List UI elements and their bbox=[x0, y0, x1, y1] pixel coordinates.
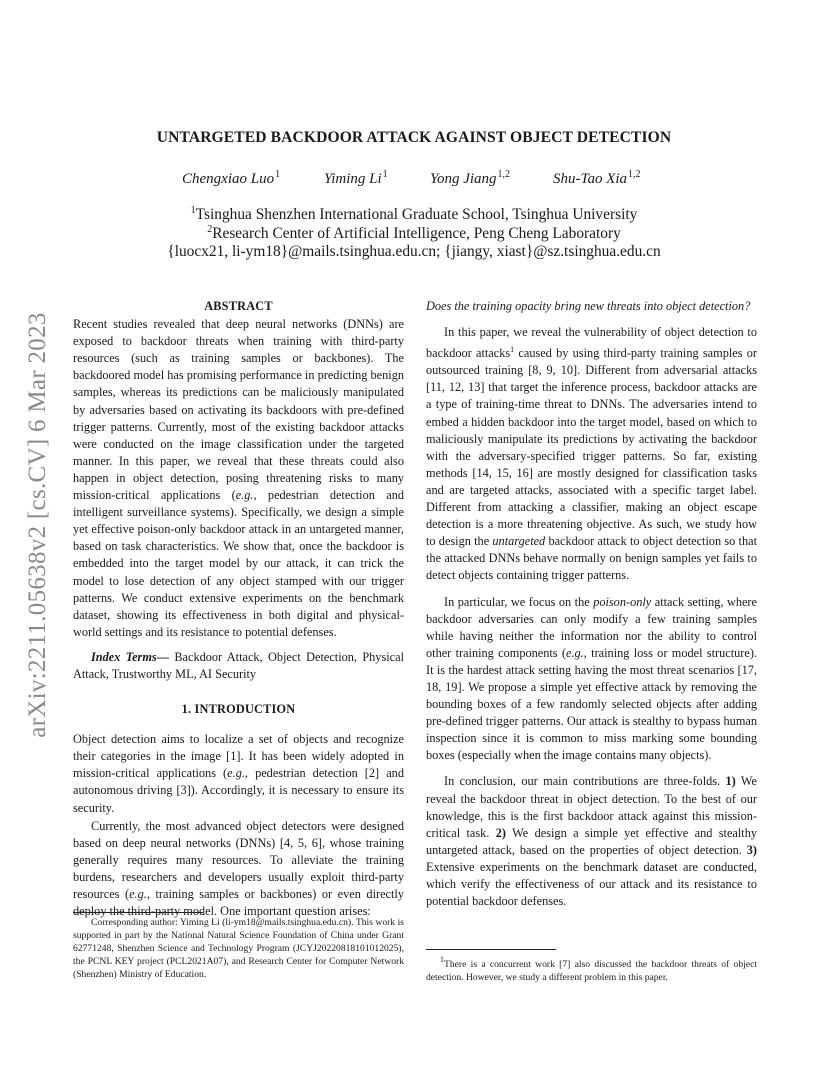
index-terms-text: Backdoor Attack, Object Detection, Physical Attack, Trustworthy ML, AI Security bbox=[73, 649, 404, 681]
footnote-marker: 1 bbox=[440, 955, 444, 964]
footnote-rule-right bbox=[426, 949, 556, 950]
author-1 bbox=[182, 169, 280, 188]
affiliation-sup: 2 bbox=[207, 224, 213, 235]
intro-text: , training loss or model structure). It is the hardest attack setting having the most threat scenarios [17, 18, 19]. We propose a simple yet effective attack by removing the bounding boxes of a few randomly selected objects after adding pre-defined trigger patterns. Our attack is stealthy to bypass human inspection since it is common to miss marking some bounding boxes (especially when the image contains many objects). bbox=[426, 645, 757, 763]
author-sup: 1,2 bbox=[628, 169, 641, 180]
intro-text: backdoor attack to object detection so that the attacked DNNs behave normally on benign samples yet fails to detect objects containing trigger patterns. bbox=[426, 534, 757, 583]
intro-eg: e.g. bbox=[129, 887, 147, 901]
author-name: Yiming Li bbox=[324, 171, 382, 187]
abstract-text: Recent studies revealed that deep neural networks (DNNs) are exposed to backdoor threats when training with third-party resources (such as training samples or backbones). The backdoored model has promising performance in predicting benign samples, whereas its predictions can be maliciously manipulated by adversaries based on activating its backdoors with pre-defined trigger patterns. Currently, most of the existing backdoor attacks were conducted on the image classification under the targeted manner. In this paper, we reveal that these threats could also happen in object detection, posing threatening risks to many mission-critical applications ( bbox=[73, 317, 404, 503]
author-emails bbox=[80, 243, 748, 261]
author-name: Yong Jiang bbox=[430, 171, 497, 187]
abstract-text: , pedestrian detection and intelligent surveillance systems). Specifically, we design a simple yet effective poison-only backdoor attack in an untargeted manner, based on task characteristics. We show that, once the backdoor is embedded into the target model by our attack, it can trick the model to lose detection of any object stamped with our trigger patterns. We conduct extensive experiments on the benchmark dataset, showing its effectiveness in both digital and physical-world settings and its resistance to potential defenses. bbox=[73, 488, 404, 639]
left-column bbox=[73, 298, 404, 920]
footnote-text: Corresponding author: Yiming Li (li-ym18@mails.tsinghua.edu.cn). This work is supported in part by the National Natural Science Foundation of China under Grant 62771248, Shenzhen Science and Technology Program (JCYJ20220818101012025), the PCNL KEY project (PCL2021A07), and Research Center for Computer Network (Shenzhen) Ministry of Education. bbox=[73, 917, 404, 980]
intro-text: , pedestrian detection [2] and autonomous driving [3]). Accordingly, it is necessary to ensure its security. bbox=[73, 766, 404, 815]
intro-text: , training samples or backbones) or even directly deploy the third-party model. One important question arises: bbox=[73, 887, 404, 919]
intro-eg: e.g. bbox=[227, 766, 245, 781]
arxiv-stamp bbox=[22, 290, 54, 760]
intro-paragraph-4 bbox=[426, 594, 757, 765]
abstract-heading: ABSTRACT bbox=[204, 299, 273, 313]
intro-eg: e.g. bbox=[566, 645, 584, 660]
intro-text: In particular, we focus on the bbox=[444, 594, 594, 609]
contribution-number: 3) bbox=[746, 842, 757, 857]
intro-paragraph-2 bbox=[73, 818, 404, 921]
author-3 bbox=[430, 169, 510, 188]
intro-text: We design a simple yet effective and stealthy untargeted attack, based on the properties of object detection. bbox=[426, 825, 757, 857]
author-sup: 1 bbox=[275, 169, 281, 180]
intro-paragraph-5 bbox=[426, 773, 757, 910]
abstract-eg: e.g. bbox=[235, 488, 254, 503]
intro-paragraph-1 bbox=[73, 731, 404, 816]
intro-text: In this paper, we reveal the vulnerability of object detection to backdoor attacks bbox=[426, 325, 757, 361]
intro-text: Object detection aims to localize a set of objects and recognize their categories in the image [1]. It has been widely adopted in mission-critical applications ( bbox=[73, 732, 404, 781]
intro-text: In conclusion, our main contributions are three-folds. bbox=[444, 774, 726, 789]
intro-text: We reveal the backdoor threat in object detection. To the best of our knowledge, this is the first backdoor attack against this mission-critical task. bbox=[426, 774, 757, 840]
right-column bbox=[426, 298, 757, 918]
affiliation-2 bbox=[80, 224, 748, 243]
footnote-text: There is a concurrent work [7] also discussed the backdoor threats of object detection. However, we study a different problem in this paper. bbox=[426, 959, 757, 983]
affiliation-sup: 1 bbox=[190, 205, 196, 216]
affiliation-text: Tsinghua Shenzhen International Graduate School, Tsinghua University bbox=[195, 206, 638, 223]
abstract-body bbox=[73, 316, 404, 641]
intro-question-text: Does the training opacity bring new threats into object detection? bbox=[426, 299, 751, 313]
intro-text: Extensive experiments on the benchmark dataset are conducted, which verify the effectiveness of our attack and its resistance to potential backdoor defenses. bbox=[426, 859, 757, 909]
index-terms-label: Index Terms— bbox=[91, 649, 169, 664]
author-4 bbox=[553, 169, 641, 188]
paper-title: UNTARGETED BACKDOOR ATTACK AGAINST OBJECT DETECTION bbox=[156, 129, 672, 146]
footnote-corresponding bbox=[73, 916, 404, 981]
email-text: {luocx21, li-ym18}@mails.tsinghua.edu.cn; {jiangy, xiast}@sz.tsinghua.edu.cn bbox=[167, 243, 661, 260]
intro-text: caused by using third-party training samples or outsourced training [8, 9, 10]. Different from adversarial attacks [11, 12, 13] that target the inference process, backdoor attacks are a type of training-time threat to DNNs. The adversaries intend to embed a hidden backdoor into the target model, based on which to maliciously manipulate its predictions by activating the backdoor with the adversary-specified trigger patterns. So far, existing methods [14, 15, 16] are mostly designed for classification tasks and are targeted attacks, associated with a specific target label. Different from attacking a classifier, making an object escape detection is a more threatening objective. As such, we study how to design the bbox=[426, 346, 757, 549]
footnote-marker: 1 bbox=[510, 345, 515, 355]
author-2 bbox=[324, 169, 388, 188]
affiliation-text: Research Center of Artificial Intelligence, Peng Cheng Laboratory bbox=[212, 225, 621, 242]
intro-emph: poison-only bbox=[593, 594, 652, 609]
intro-question bbox=[426, 298, 757, 315]
contribution-number: 2) bbox=[495, 825, 507, 840]
intro-text: Currently, the most advanced object detectors were designed based on deep neural networks (DNNs) [4, 5, 6], whose training generally requires many resources. To alleviate the training burdens, researchers and developers usually exploit third-party resources ( bbox=[73, 818, 404, 901]
author-name: Chengxiao Luo bbox=[182, 171, 275, 187]
arxiv-id: arXiv:2211.05638v2 [cs.CV] 6 Mar 2023 bbox=[24, 312, 51, 738]
contribution-number: 1) bbox=[725, 774, 736, 789]
intro-emph: untargeted bbox=[492, 534, 546, 549]
intro-text: attack setting, where backdoor adversaries can only modify a few training samples while having neither the information nor the ability to control other training components ( bbox=[426, 594, 757, 660]
index-terms bbox=[73, 649, 404, 683]
footnote-concurrent-work bbox=[426, 953, 757, 984]
author-name: Shu-Tao Xia bbox=[553, 171, 628, 187]
affiliation-1 bbox=[80, 205, 748, 224]
author-sup: 1 bbox=[382, 169, 388, 180]
footnote-rule bbox=[73, 912, 203, 913]
intro-heading: 1. INTRODUCTION bbox=[181, 702, 296, 717]
author-sup: 1,2 bbox=[497, 169, 511, 180]
intro-paragraph-3 bbox=[426, 324, 757, 584]
